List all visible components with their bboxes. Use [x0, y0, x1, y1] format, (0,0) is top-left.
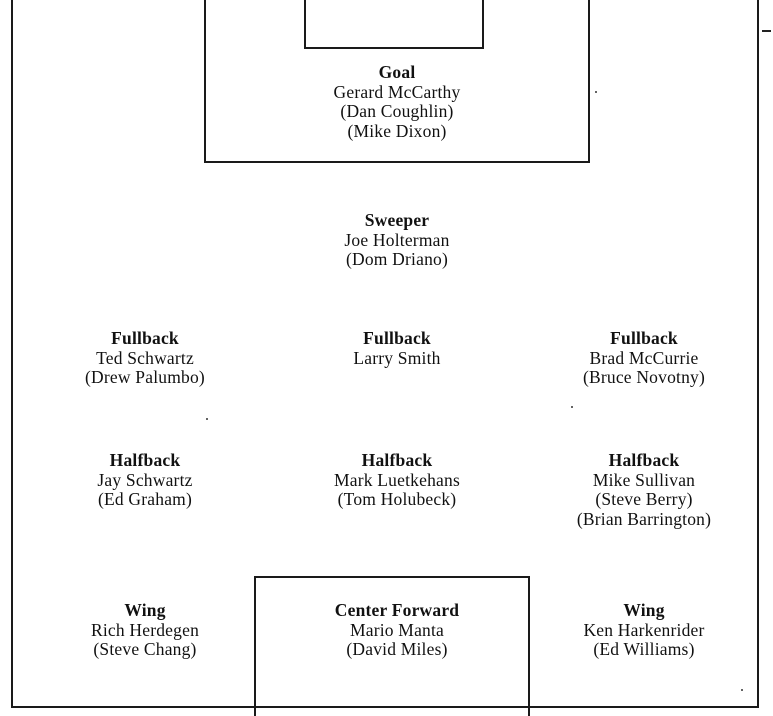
player-name: Mike Sullivan: [592, 469, 696, 490]
player-name: Mario Manta: [349, 619, 445, 640]
scan-speck: [206, 418, 208, 420]
player-name: (Steve Chang): [93, 639, 197, 659]
scan-speck: [571, 406, 573, 408]
scan-speck: [595, 91, 597, 93]
position-sweeper: [277, 211, 517, 270]
player-name: (Dan Coughlin): [340, 101, 454, 121]
position-role: Goal: [378, 62, 416, 82]
player-name: (Ed Williams): [593, 639, 695, 659]
position-role: Sweeper: [364, 210, 430, 230]
position-wing-right: [524, 601, 764, 660]
player-name: (Tom Holubeck): [337, 489, 457, 509]
player-name: Gerard McCarthy: [333, 81, 461, 102]
player-name: Rich Herdegen: [90, 619, 200, 640]
position-role: Halfback: [608, 450, 680, 470]
position-role: Center Forward: [334, 600, 460, 620]
position-role: Fullback: [111, 328, 179, 348]
player-name: Larry Smith: [353, 347, 441, 368]
player-name: (Bruce Novotny): [582, 367, 706, 387]
player-name: (Brian Barrington): [576, 508, 712, 529]
position-fullback-right: [524, 329, 764, 388]
player-name: Ken Harkenrider: [583, 619, 705, 640]
player-name: (Mike Dixon): [347, 120, 447, 141]
position-wing-left: [25, 601, 265, 660]
edge-mark: [762, 30, 771, 32]
position-role: Halfback: [109, 450, 181, 470]
position-role: Fullback: [610, 328, 678, 348]
player-name: (Dom Driano): [345, 249, 449, 269]
player-name: Jay Schwartz: [97, 469, 193, 490]
player-name: (Drew Palumbo): [85, 367, 205, 387]
position-role: Fullback: [363, 328, 431, 348]
goal-box: [304, 0, 484, 49]
position-role: Wing: [124, 600, 166, 620]
position-halfback-right: [524, 451, 764, 529]
position-role: Wing: [623, 600, 665, 620]
scan-speck: [741, 689, 743, 691]
player-name: Ted Schwartz: [96, 347, 194, 368]
player-name: Joe Holterman: [344, 229, 450, 250]
position-goal: [277, 63, 517, 141]
position-center-forward: [277, 601, 517, 660]
player-name: (David Miles): [346, 639, 448, 659]
player-name: Mark Luetkehans: [334, 469, 460, 490]
position-fullback-center: [277, 329, 517, 368]
player-name: Brad McCurrie: [589, 347, 699, 368]
position-halfback-left: [25, 451, 265, 510]
position-role: Halfback: [361, 450, 433, 470]
position-halfback-center: [277, 451, 517, 510]
position-fullback-left: [25, 329, 265, 388]
player-name: (Steve Berry): [595, 489, 693, 509]
player-name: (Ed Graham): [97, 489, 193, 509]
